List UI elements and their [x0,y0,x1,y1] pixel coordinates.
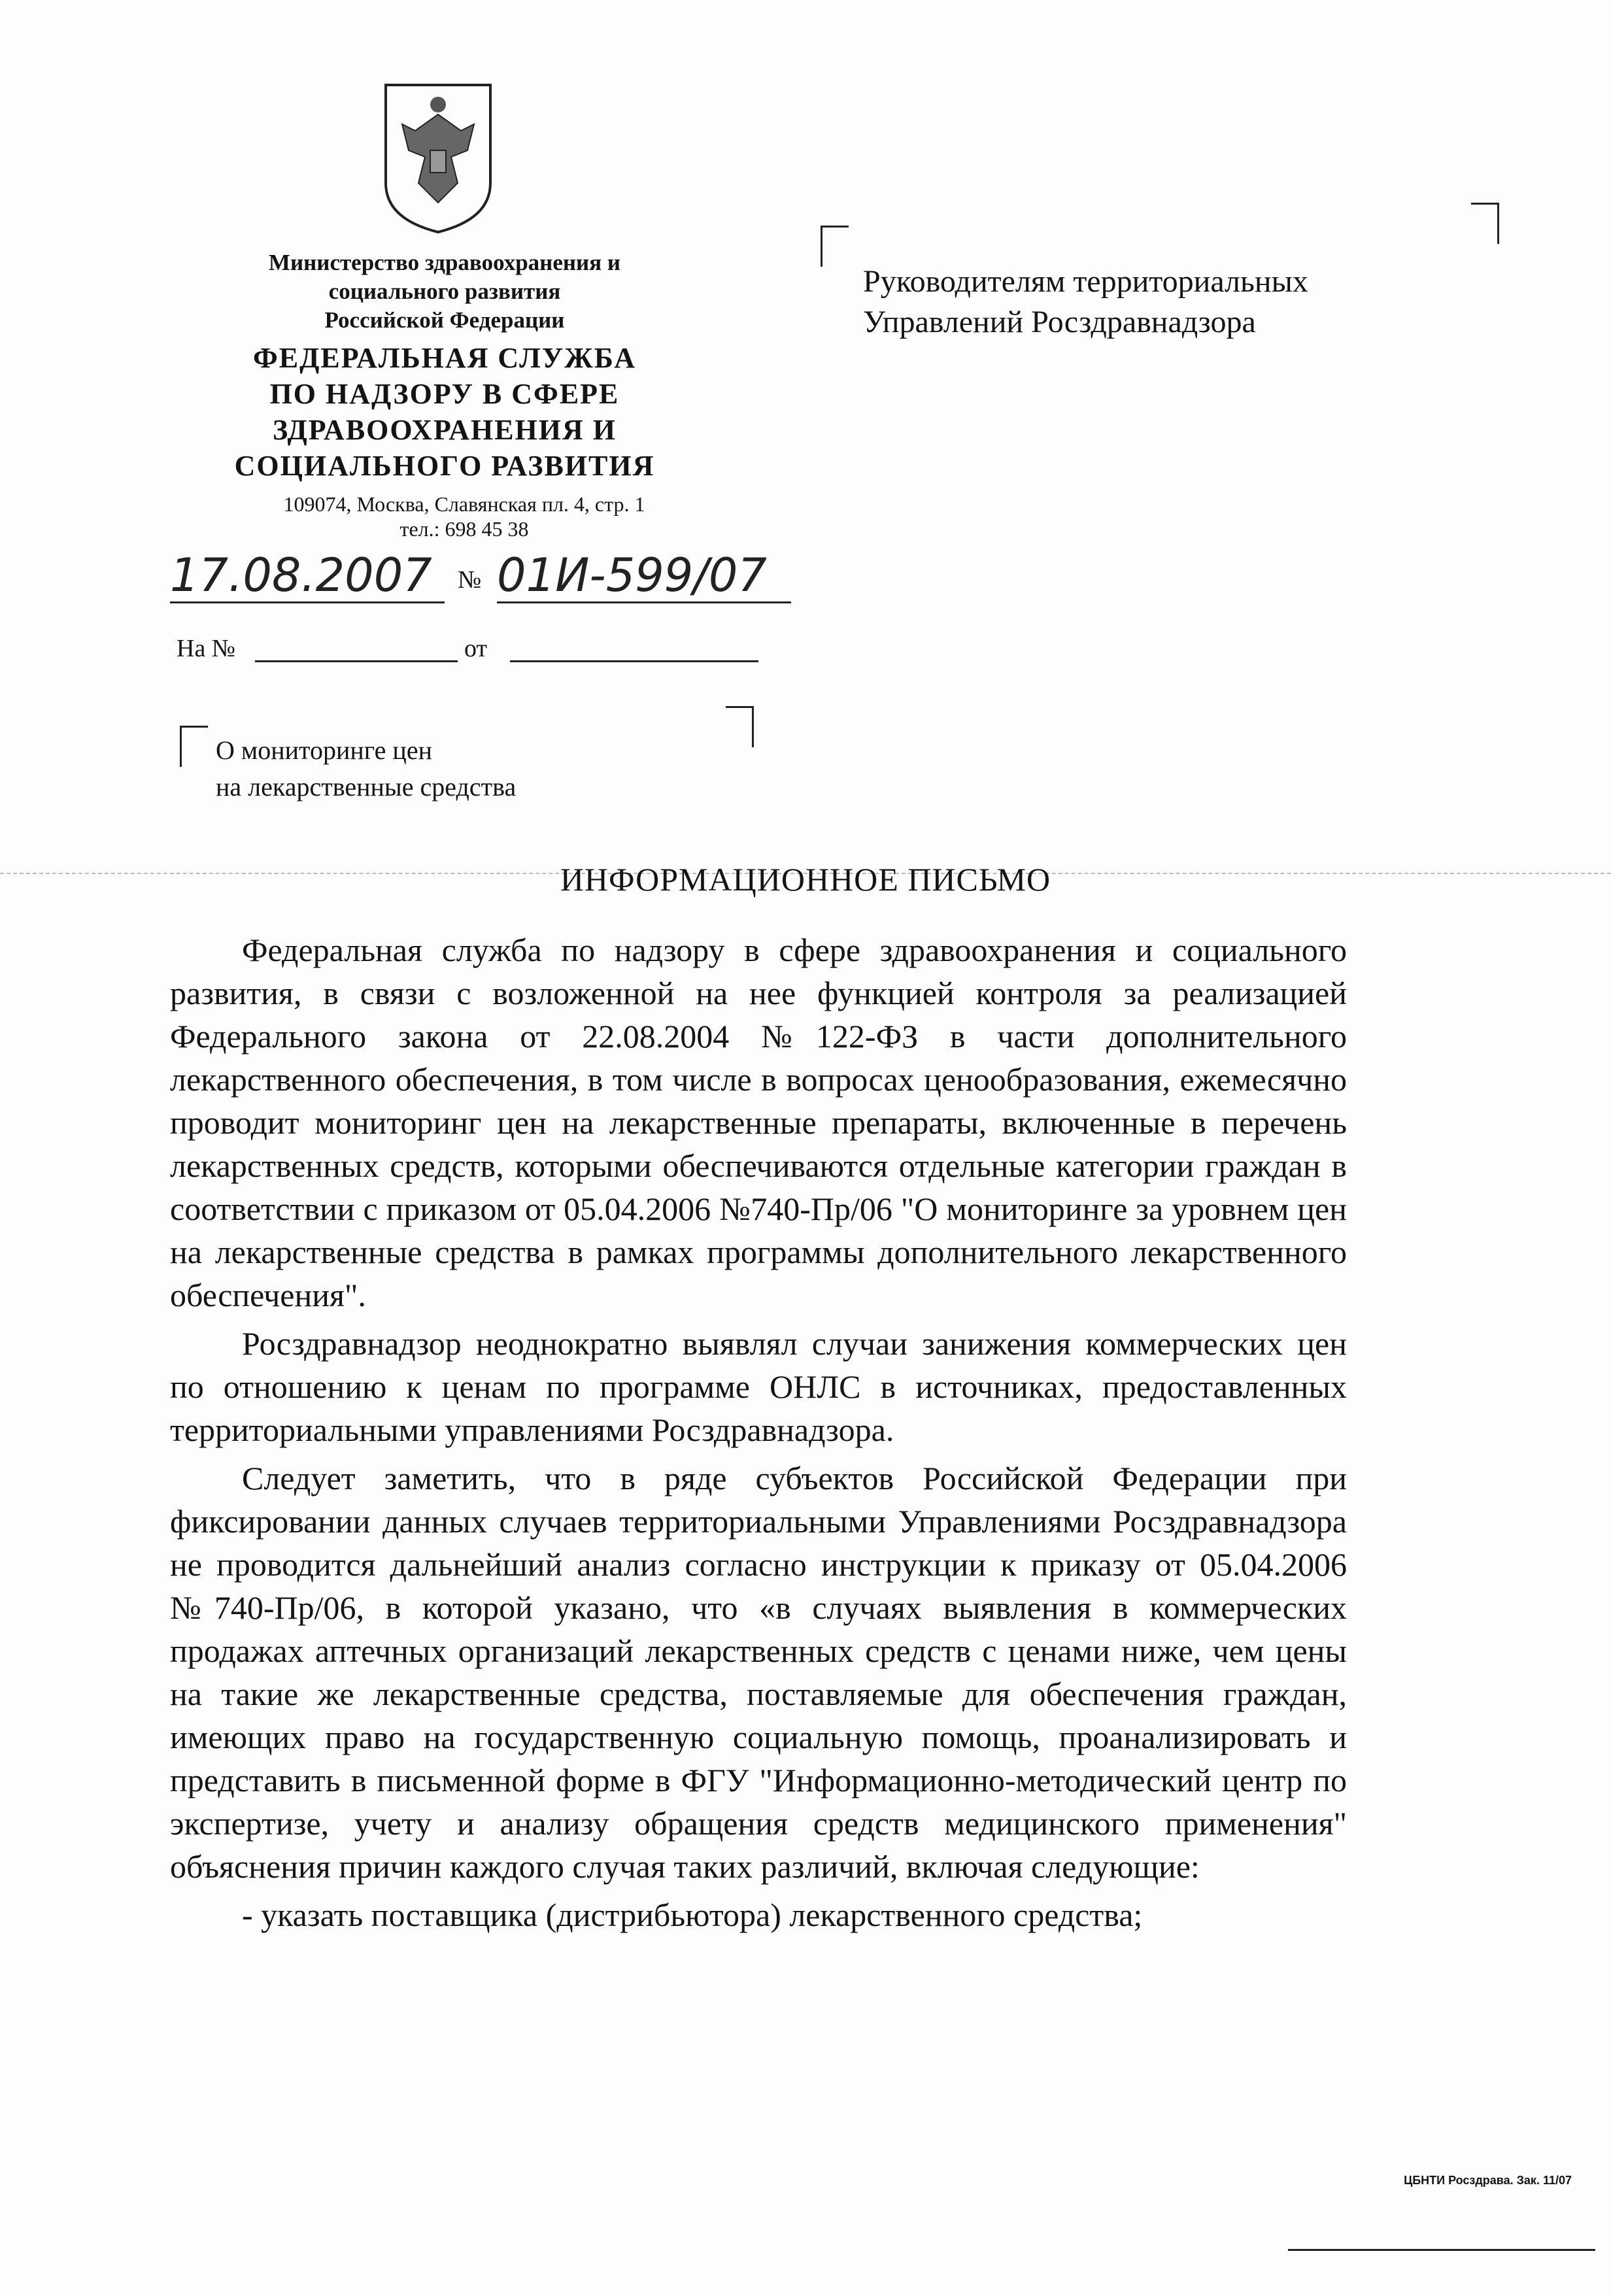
reference-block [177,634,765,673]
paragraph: Следует заметить, что в ряде субъектов Российской Федерации при фиксировании данных случаев территориальными Управлениями Росздравнадзора не проводится дальнейший анализ согласно инструкции к приказу от 05.04.2006 №740-Пр/06, в которой указано, что «в случаях выявления в коммерческих продажах аптечных организаций лекарственных средств с ценами ниже, чем цены на такие же лекарственные средства, поставляемые для обеспечения граждан, имеющих право на государственную социальную помощь, проанализировать и представить в письменной форме в ФГУ "Информационно-методический центр по экспертизе, учету и анализу обращения средств медицинского применения" объяснения причин каждого случая таких различий, включая следующие: [170,1460,1347,1885]
ref-date-label: от [464,635,488,662]
ministry-name [216,248,673,335]
ministry-line: Министерство здравоохранения и [268,250,621,275]
recipient-line: Управлений Росздравнадзора [863,305,1256,339]
ref-date-line [510,660,758,662]
ref-number-label: На № [177,635,236,662]
service-line: СОЦИАЛЬНОГО РАЗВИТИЯ [234,450,655,482]
service-line: ПО НАДЗОРУ В СФЕРЕ [269,378,620,410]
footer-line [1288,2249,1595,2251]
paragraph: Федеральная служба по надзору в сфере здравоохранения и социального развития, в связи с возложенной на нее функцией контроля за реализацией Федерального закона от 22.08.2004 №122-ФЗ в части дополнительного лекарственного обеспечения, в том числе в вопросах ценообразования, ежемесячно проводит мониторинг цен на лекарственные препараты, включенные в перечень лекарственных средств, которыми обеспечиваются отдельные категории граждан в соответствии с приказом от 05.04.2006 №740-Пр/06 "О мониторинге за уровнем цен на лекарственные средства в рамках программы дополнительного лекарственного обеспечения". [170,932,1347,1313]
bracket-top-left [821,226,849,267]
service-line: ФЕДЕРАЛЬНАЯ СЛУЖБА [253,342,636,374]
ministry-line: Российской Федерации [324,307,565,333]
subject-line: на лекарственные средства [216,772,517,802]
document-title: ИНФОРМАЦИОННОЕ ПИСЬМО [560,861,1051,898]
bracket-top-right [726,706,754,747]
ref-number-line [255,660,458,662]
bracket-top-right [1471,203,1499,244]
recipient [863,262,1517,343]
phone: тел.: 698 45 38 [399,517,529,541]
letter-body [170,928,1347,1942]
bracket-top-left [180,726,208,767]
address-block [216,492,713,541]
ministry-line: социального развития [328,279,561,304]
subject-line: О мониторинге цен [216,735,432,765]
paragraph: Росздравнадзор неоднократно выявлял случаи занижения коммерческих цен по отношению к ценам по программе ОНЛС в источниках, предоставленных территориальными управлениями Росздравнадзора. [170,1325,1347,1448]
address: 109074, Москва, Славянская пл. 4, стр. 1 [283,492,645,516]
number-label: № [458,566,482,594]
list-item: - указать поставщика (дистрибьютора) лекарственного средства; [242,1897,1143,1933]
subject [216,732,673,805]
outgoing-number-block [163,549,767,608]
recipient-line: Руководителям территориальных [863,264,1308,299]
service-line: ЗДРАВООХРАНЕНИЯ И [272,414,617,446]
coat-of-arms-icon [379,78,497,235]
service-name [216,340,673,484]
outgoing-number: 01И-599/07 [497,549,791,603]
print-footer: ЦБНТИ Росздрава. Зак. 11/07 [1404,2174,1572,2187]
outgoing-date: 17.08.2007 [170,549,445,603]
